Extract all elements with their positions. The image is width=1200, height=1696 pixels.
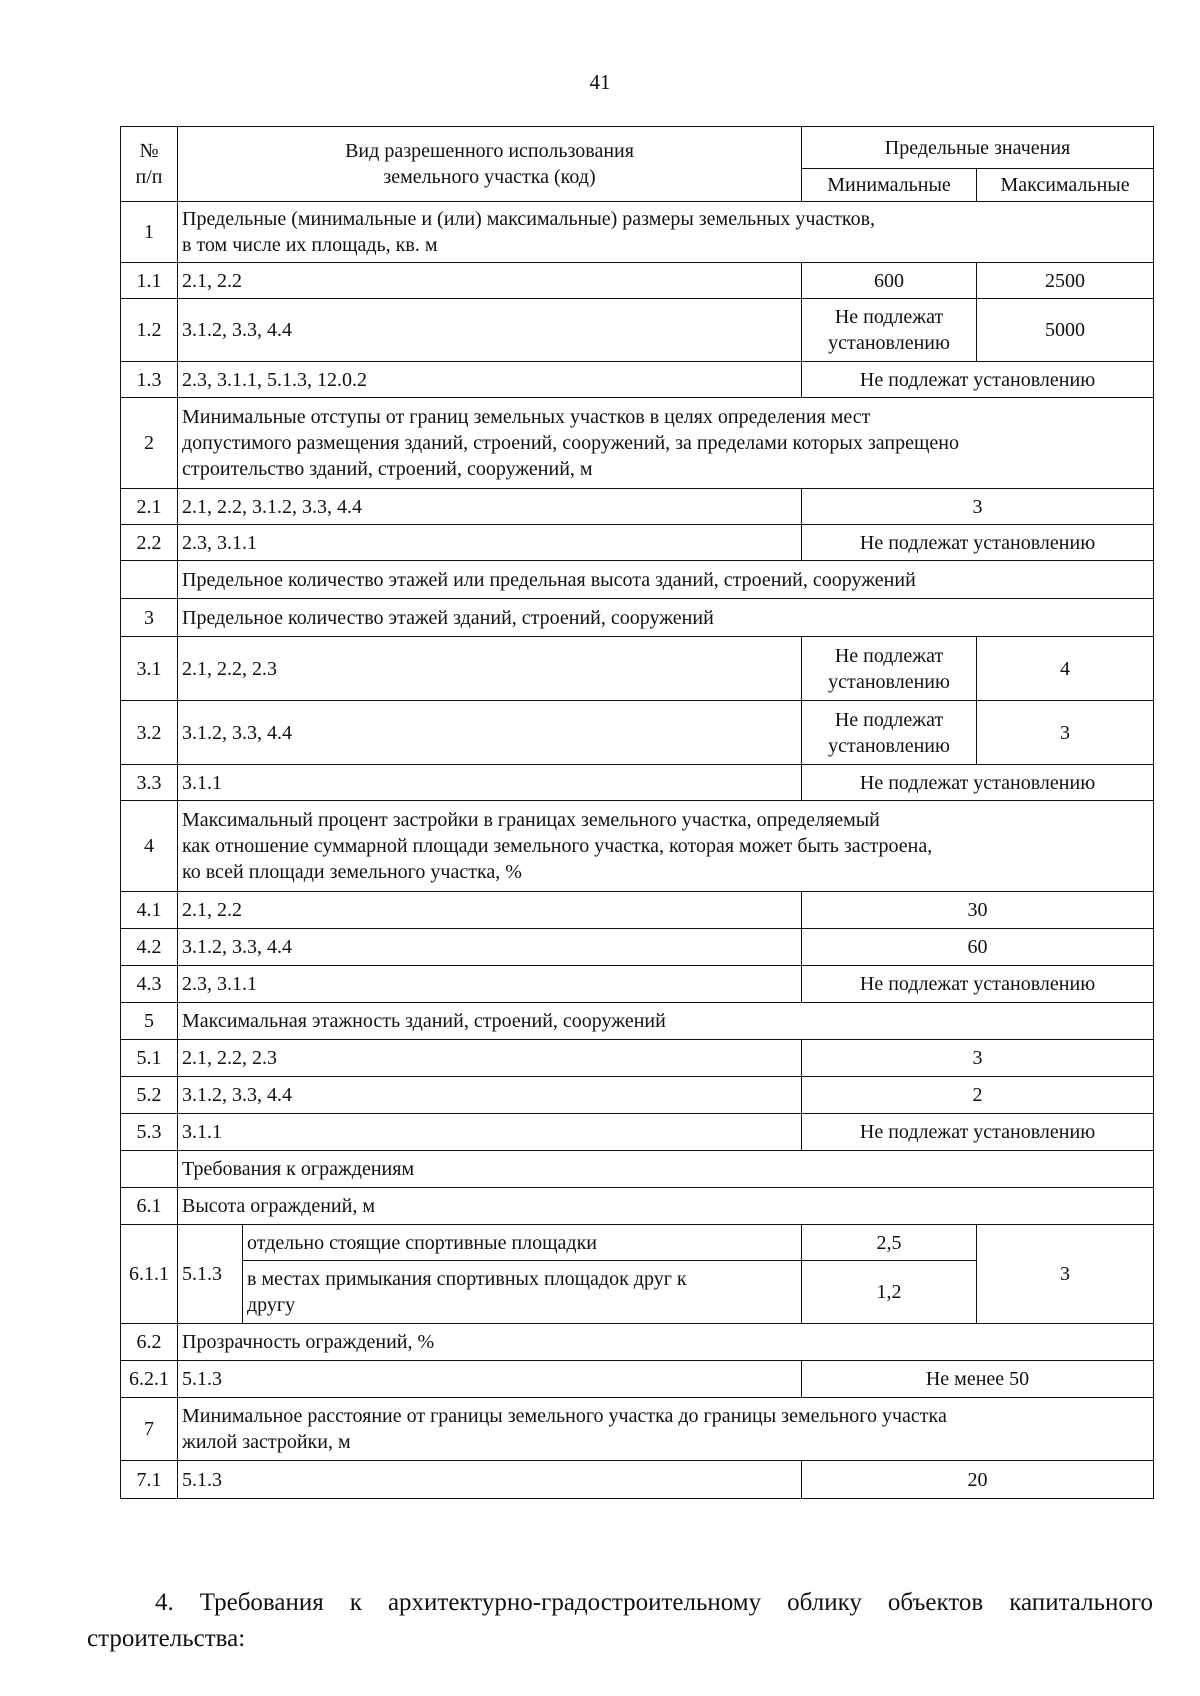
table-row bbox=[121, 1077, 1154, 1114]
row-number bbox=[121, 1151, 178, 1188]
page-number: 41 bbox=[589, 70, 611, 94]
table-row bbox=[121, 525, 1154, 561]
section-title: Предельные (минимальные и (или) максимальные) размеры земельных участков, в том числе их площадь, кв. м bbox=[178, 202, 1154, 263]
table-row bbox=[121, 599, 1154, 637]
usage-codes: 2.1, 2.2, 3.1.2, 3.3, 4.4 bbox=[178, 489, 802, 525]
row-number: 3.3 bbox=[121, 765, 178, 801]
row-number: 2.1 bbox=[121, 489, 178, 525]
usage-codes: 3.1.2, 3.3, 4.4 bbox=[178, 299, 802, 362]
header-limits: Предельные значения bbox=[802, 127, 1154, 169]
row-number: 5.3 bbox=[121, 1114, 178, 1151]
row-number: 6.1.1 bbox=[121, 1225, 178, 1324]
limit-value: 30 bbox=[802, 892, 1154, 929]
limit-value: 3 bbox=[802, 489, 1154, 525]
usage-codes: 2.1, 2.2, 2.3 bbox=[178, 1040, 802, 1077]
table-row bbox=[121, 1003, 1154, 1040]
max-value: 3 bbox=[977, 701, 1154, 765]
row-number: 6.2.1 bbox=[121, 1361, 178, 1398]
section-title: Высота ограждений, м bbox=[178, 1188, 1154, 1225]
limit-value: 3 bbox=[802, 1040, 1154, 1077]
limit-value: 2 bbox=[802, 1077, 1154, 1114]
row-number: 1.1 bbox=[121, 263, 178, 299]
table-row bbox=[121, 202, 1154, 263]
limit-value: 20 bbox=[802, 1461, 1154, 1499]
table-row bbox=[121, 1225, 1154, 1261]
row-number: 2.2 bbox=[121, 525, 178, 561]
table-row bbox=[121, 966, 1154, 1003]
table-row bbox=[121, 1324, 1154, 1361]
table-row bbox=[121, 801, 1154, 892]
limit-value: Не менее 50 bbox=[802, 1361, 1154, 1398]
table-row bbox=[121, 892, 1154, 929]
usage-codes: 3.1.2, 3.3, 4.4 bbox=[178, 701, 802, 765]
usage-codes: 5.1.3 bbox=[178, 1361, 802, 1398]
section-title: Прозрачность ограждений, % bbox=[178, 1324, 1154, 1361]
usage-codes: 5.1.3 bbox=[178, 1461, 802, 1499]
usage-codes: 3.1.2, 3.3, 4.4 bbox=[178, 929, 802, 966]
row-number: 2 bbox=[121, 398, 178, 489]
table-row bbox=[121, 701, 1154, 765]
table-row bbox=[121, 929, 1154, 966]
min-value: 1,2 bbox=[802, 1261, 977, 1324]
limit-value: Не подлежат установлению bbox=[802, 362, 1154, 398]
sub-condition: отдельно стоящие спортивные площадки bbox=[243, 1225, 802, 1261]
usage-codes: 5.1.3 bbox=[178, 1225, 243, 1324]
table-row bbox=[121, 1461, 1154, 1499]
header-number: № п/п bbox=[121, 127, 178, 202]
limit-value: Не подлежат установлению bbox=[802, 966, 1154, 1003]
row-number: 1 bbox=[121, 202, 178, 263]
max-value: 3 bbox=[977, 1225, 1154, 1324]
header-min: Минимальные bbox=[802, 169, 977, 202]
row-number: 5.2 bbox=[121, 1077, 178, 1114]
row-number: 5.1 bbox=[121, 1040, 178, 1077]
usage-codes: 2.3, 3.1.1 bbox=[178, 966, 802, 1003]
section-title: Минимальные отступы от границ земельных участков в целях определения мест допустимого размещения зданий, строений, сооружений, за пределами которых запрещено строительство зданий, строений, сооружений, м bbox=[178, 398, 1154, 489]
usage-codes: 3.1.2, 3.3, 4.4 bbox=[178, 1077, 802, 1114]
row-number: 3.2 bbox=[121, 701, 178, 765]
row-number: 1.2 bbox=[121, 299, 178, 362]
min-value: Не подлежат установлению bbox=[802, 701, 977, 765]
row-number: 4.3 bbox=[121, 966, 178, 1003]
row-number bbox=[121, 561, 178, 599]
section-title: Минимальное расстояние от границы земельного участка до границы земельного участка жилой застройки, м bbox=[178, 1398, 1154, 1461]
usage-codes: 2.1, 2.2, 2.3 bbox=[178, 637, 802, 701]
header-usage-type: Вид разрешенного использования земельного участка (код) bbox=[178, 127, 802, 202]
min-value: 600 bbox=[802, 263, 977, 299]
row-number: 4.2 bbox=[121, 929, 178, 966]
table-row bbox=[121, 1398, 1154, 1461]
min-value: Не подлежат установлению bbox=[802, 299, 977, 362]
row-number: 6.2 bbox=[121, 1324, 178, 1361]
table-row bbox=[121, 637, 1154, 701]
usage-codes: 2.1, 2.2 bbox=[178, 892, 802, 929]
usage-codes: 2.3, 3.1.1 bbox=[178, 525, 802, 561]
min-value: 2,5 bbox=[802, 1225, 977, 1261]
section-title: Максимальный процент застройки в границах земельного участка, определяемый как отношение суммарной площади земельного участка, которая может быть застроена, ко всей площади земельного участка, % bbox=[178, 801, 1154, 892]
row-number: 7 bbox=[121, 1398, 178, 1461]
row-number: 5 bbox=[121, 1003, 178, 1040]
table-row bbox=[121, 489, 1154, 525]
limits-table bbox=[120, 126, 1154, 1499]
row-number: 4.1 bbox=[121, 892, 178, 929]
table-row bbox=[121, 1040, 1154, 1077]
row-number: 6.1 bbox=[121, 1188, 178, 1225]
min-value: Не подлежат установлению bbox=[802, 637, 977, 701]
usage-codes: 3.1.1 bbox=[178, 765, 802, 801]
table-row bbox=[121, 299, 1154, 362]
table-row bbox=[121, 765, 1154, 801]
usage-codes: 3.1.1 bbox=[178, 1114, 802, 1151]
table-row bbox=[121, 1188, 1154, 1225]
row-number: 4 bbox=[121, 801, 178, 892]
table-row bbox=[121, 398, 1154, 489]
header-max: Максимальные bbox=[977, 169, 1154, 202]
table-row bbox=[121, 362, 1154, 398]
max-value: 5000 bbox=[977, 299, 1154, 362]
section-title: Требования к ограждениям bbox=[178, 1151, 1154, 1188]
table-row bbox=[121, 263, 1154, 299]
section-title: Предельное количество этажей или предельная высота зданий, строений, сооружений bbox=[178, 561, 1154, 599]
row-number: 3 bbox=[121, 599, 178, 637]
row-number: 1.3 bbox=[121, 362, 178, 398]
row-number: 7.1 bbox=[121, 1461, 178, 1499]
table-row bbox=[121, 1151, 1154, 1188]
usage-codes: 2.1, 2.2 bbox=[178, 263, 802, 299]
section-title: Предельное количество этажей зданий, строений, сооружений bbox=[178, 599, 1154, 637]
table-row bbox=[121, 561, 1154, 599]
sub-condition: в местах примыкания спортивных площадок друг к другу bbox=[243, 1261, 802, 1324]
limit-value: 60 bbox=[802, 929, 1154, 966]
limit-value: Не подлежат установлению bbox=[802, 1114, 1154, 1151]
limit-value: Не подлежат установлению bbox=[802, 525, 1154, 561]
table-row bbox=[121, 1361, 1154, 1398]
max-value: 4 bbox=[977, 637, 1154, 701]
section-title: Максимальная этажность зданий, строений, сооружений bbox=[178, 1003, 1154, 1040]
closing-paragraph: 4. Требования к архитектурно-градостроительному облику объектов капитального строительства: bbox=[87, 1589, 1153, 1652]
table-row bbox=[121, 1114, 1154, 1151]
usage-codes: 2.3, 3.1.1, 5.1.3, 12.0.2 bbox=[178, 362, 802, 398]
limit-value: Не подлежат установлению bbox=[802, 765, 1154, 801]
max-value: 2500 bbox=[977, 263, 1154, 299]
row-number: 3.1 bbox=[121, 637, 178, 701]
